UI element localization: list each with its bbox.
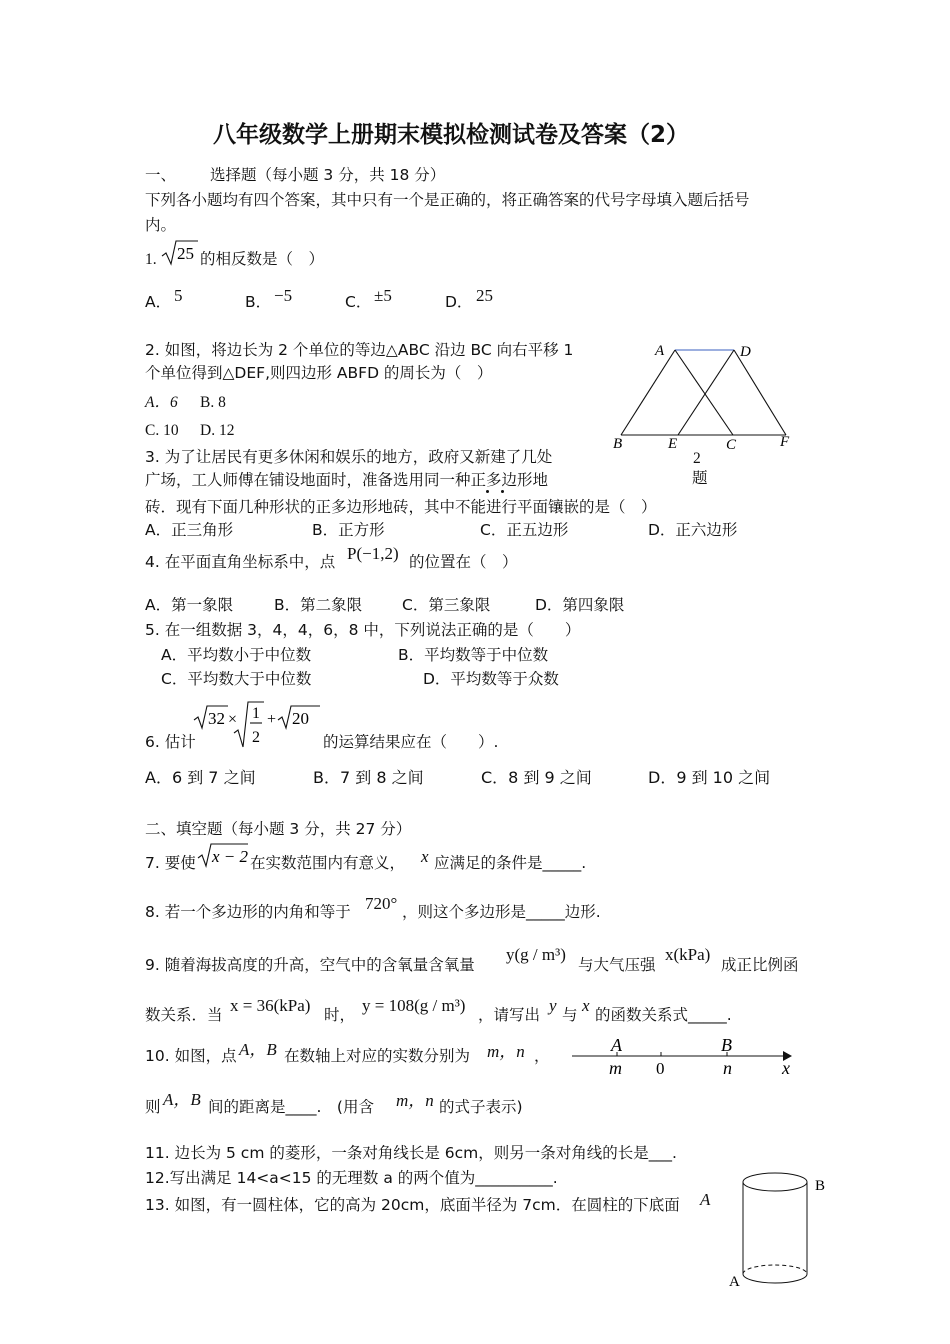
q6-prefix: 6. 估计 xyxy=(145,733,196,751)
fig-label-a: A xyxy=(655,343,665,359)
page-title: 八年级数学上册期末模拟检测试卷及答案（2） xyxy=(213,122,690,148)
q9-line2-mid3: 与 xyxy=(562,1006,578,1024)
section1-number: 一、 xyxy=(145,166,177,184)
q4-option-a: A．第一象限 xyxy=(145,596,234,614)
q5-option-b: B．平均数等于中位数 xyxy=(398,646,549,664)
q6-radicand-b: 20 xyxy=(292,709,309,728)
q10-values: m，n xyxy=(487,1042,525,1061)
q7-prefix: 7. 要使 xyxy=(145,854,196,872)
q9-suffix: 成正比例函 xyxy=(721,956,799,974)
emphasis-dot xyxy=(501,490,504,493)
q9-line2-mid1: 时， xyxy=(324,1006,356,1024)
q1-number: 1. xyxy=(145,251,157,268)
fig-label-f: F xyxy=(780,434,790,450)
q3-line2: 广场，工人师傅在铺设地面时，准备选用同一种正多边形地 xyxy=(145,471,549,489)
q6-frac-denominator: 2 xyxy=(252,729,260,746)
q3-option-c: C．正五边形 xyxy=(480,521,569,539)
numberline-label-n: n xyxy=(723,1058,732,1078)
q10-comma: ， xyxy=(534,1047,550,1065)
q9-middle: 与大气压强 xyxy=(578,956,656,974)
q1-radicand: 25 xyxy=(177,244,194,263)
q1-option-c-value: ±5 xyxy=(374,286,392,305)
cylinder-label-a: A xyxy=(729,1274,740,1290)
q1-option-b-label: B． xyxy=(245,293,272,311)
q6-expression xyxy=(192,698,324,750)
q4-option-b: B．第二象限 xyxy=(274,596,363,614)
section1-intro-line2: 内。 xyxy=(145,216,177,234)
q6-frac-numerator: 1 xyxy=(252,705,260,722)
q9-condition-x: x = 36(kPa) xyxy=(230,996,311,1015)
q5-option-d: D．平均数等于众数 xyxy=(423,670,559,688)
q10-middle: 在数轴上对应的实数分别为 xyxy=(284,1047,471,1065)
q3-option-a: A．正三角形 xyxy=(145,521,234,539)
q7-suffix: 应满足的条件是_____. xyxy=(434,854,587,872)
q1-option-d-value: 25 xyxy=(476,286,493,305)
q9-prefix: 9. 随着海拔高度的升高，空气中的含氧量含氧量 xyxy=(145,956,475,974)
q1-option-b-value: −5 xyxy=(274,286,293,305)
q12-text: 12.写出满足 14<a<15 的无理数 a 的两个值为__________. xyxy=(145,1169,558,1187)
q9-y: y xyxy=(549,996,557,1015)
q1-option-a-label: A． xyxy=(145,293,172,311)
numberline-label-m: m xyxy=(609,1058,622,1078)
cylinder-label-b: B xyxy=(815,1178,826,1194)
figure2-caption-number: 2 xyxy=(693,450,701,467)
q5-option-c: C．平均数大于中位数 xyxy=(161,670,312,688)
q8-value: 720° xyxy=(365,894,398,913)
cylinder-figure xyxy=(722,1160,832,1295)
emphasis-dot xyxy=(486,490,489,493)
q9-line2-mid2: ，请写出 xyxy=(478,1006,541,1024)
fig-label-b: B xyxy=(613,436,623,452)
section2-heading: 二、填空题（每小题 3 分，共 27 分） xyxy=(145,820,412,838)
q11-text: 11. 边长为 5 cm 的菱形，一条对角线长是 6cm，则另一条对角线的长是___. xyxy=(145,1144,677,1162)
numberline-label-a: A xyxy=(611,1035,622,1055)
q6-option-d: D．9 到 10 之间 xyxy=(648,768,771,787)
q10-line2-prefix: 则 xyxy=(145,1098,161,1116)
figure2-caption: 题 xyxy=(692,469,708,487)
q1-text: 的相反数是（ ） xyxy=(200,250,325,268)
numberline-label-b: B xyxy=(721,1035,732,1055)
q1-option-c-label: C． xyxy=(345,293,372,311)
q2-option-d: D. 12 xyxy=(200,422,235,439)
number-line xyxy=(570,1032,800,1080)
q2-line1: 2. 如图，将边长为 2 个单位的等边△ABC 沿边 BC 向右平移 1 xyxy=(145,341,574,359)
q9-x: x xyxy=(582,996,590,1015)
q2-option-c: C. 10 xyxy=(145,422,179,439)
q2-line2: 个单位得到△DEF,则四边形 ABFD 的周长为（ ） xyxy=(145,364,493,382)
q6-times: × xyxy=(228,711,238,728)
q9-condition-y: y = 108(g / m³) xyxy=(362,996,466,1015)
q10-prefix: 10. 如图，点 xyxy=(145,1047,237,1065)
q6-plus: + xyxy=(267,711,277,728)
q9-line2-prefix: 数关系．当 xyxy=(145,1006,223,1024)
q8-suffix: ，则这个多边形是_____边形. xyxy=(402,903,601,921)
q3-option-b: B．正方形 xyxy=(312,521,385,539)
q4-option-d: D．第四象限 xyxy=(535,596,625,614)
q7-radical xyxy=(196,841,250,871)
numberline-label-x: x xyxy=(782,1058,790,1078)
q13-variable: A xyxy=(700,1190,711,1209)
section1-heading: 选择题（每小题 3 分，共 18 分） xyxy=(210,166,446,184)
fig-label-d: D xyxy=(740,344,751,360)
q13-text: 13. 如图，有一圆柱体，它的高为 20cm，底面半径为 7cm．在圆柱的下底面 xyxy=(145,1196,680,1214)
section1-intro-line1: 下列各小题均有四个答案，其中只有一个是正确的，将正确答案的代号字母填入题后括号 xyxy=(145,191,750,209)
fig-label-c: C xyxy=(726,437,737,453)
q6-option-a: A．6 到 7 之间 xyxy=(145,768,256,787)
q7-radicand: x − 2 xyxy=(212,847,249,866)
q10-line2-suffix: 的式子表示) xyxy=(439,1098,523,1116)
q2-figure xyxy=(608,340,808,490)
q6-suffix: 的运算结果应在（ ）. xyxy=(323,733,499,751)
q10-line2-values: m，n xyxy=(396,1091,434,1110)
q6-option-b: B．7 到 8 之间 xyxy=(313,768,424,787)
q10-line2-points: A，B xyxy=(163,1090,201,1109)
q9-x-expression: x(kPa) xyxy=(665,945,711,964)
q2-option-a: A．6 xyxy=(145,394,178,411)
q3-option-d: D．正六边形 xyxy=(648,521,738,539)
q9-line2-suffix: 的函数关系式_____. xyxy=(595,1006,732,1024)
q7-variable: x xyxy=(421,847,429,866)
q5-text: 5. 在一组数据 3，4，4，6，8 中，下列说法正确的是（ ） xyxy=(145,621,581,639)
q3-line1: 3. 为了让居民有更多休闲和娱乐的地方，政府又新建了几处 xyxy=(145,448,553,466)
numberline-label-zero: 0 xyxy=(656,1059,665,1078)
q5-option-a: A．平均数小于中位数 xyxy=(161,646,312,664)
q9-y-expression: y(g / m³) xyxy=(506,945,566,964)
q1-radical xyxy=(160,238,200,268)
q1-option-d-label: D． xyxy=(445,293,473,311)
q7-middle: 在实数范围内有意义， xyxy=(250,854,406,872)
q3-line3: 砖．现有下面几种形状的正多边形地砖，其中不能进行平面镶嵌的是（ ） xyxy=(145,498,657,516)
fig-label-e: E xyxy=(668,436,678,452)
q2-option-b: B. 8 xyxy=(200,394,226,411)
q10-points: A，B xyxy=(239,1040,277,1059)
q4-prefix: 4. 在平面直角坐标系中，点 xyxy=(145,553,336,571)
q6-option-c: C．8 到 9 之间 xyxy=(481,768,592,787)
q10-line2-middle: 间的距离是____. (用含 xyxy=(208,1098,374,1116)
q6-radicand-a: 32 xyxy=(208,709,225,728)
q4-point: P(−1,2) xyxy=(347,544,399,563)
q4-option-c: C．第三象限 xyxy=(402,596,491,614)
q8-prefix: 8. 若一个多边形的内角和等于 xyxy=(145,903,351,921)
q4-suffix: 的位置在（ ） xyxy=(409,553,518,571)
q1-option-a-value: 5 xyxy=(174,286,183,305)
